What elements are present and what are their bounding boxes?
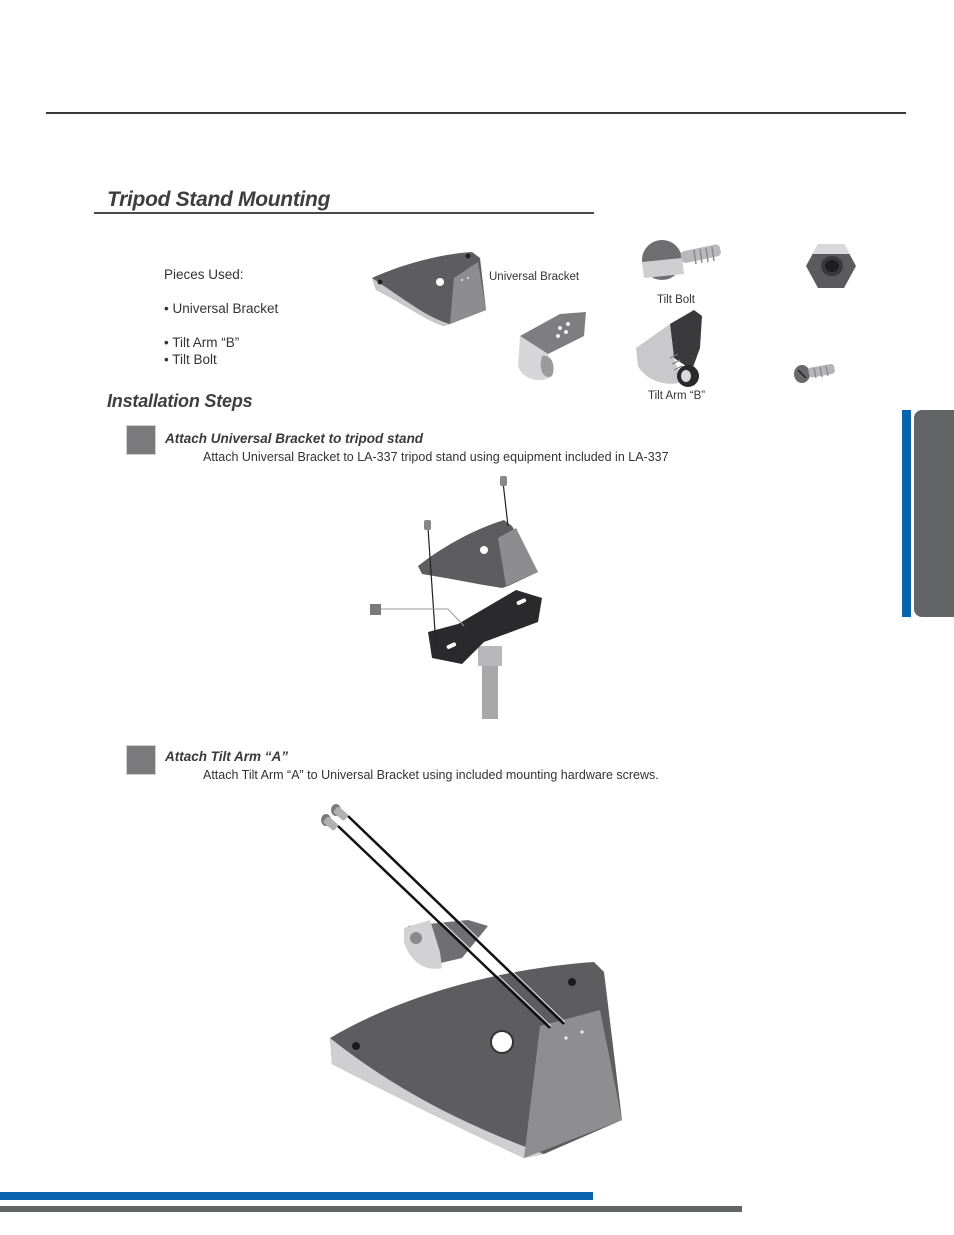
step-1-marker	[126, 425, 156, 455]
pieces-used-heading: Pieces Used:	[164, 267, 244, 282]
step-2-illustration	[318, 802, 630, 1162]
step-2-description: Attach Tilt Arm “A” to Universal Bracket using included mounting hardware screws.	[203, 768, 659, 782]
universal-bracket-label: Universal Bracket	[489, 271, 580, 283]
tilt-arm-b-illustration	[634, 308, 714, 390]
section-title: Tripod Stand Mounting	[107, 188, 331, 211]
header-rule	[46, 112, 906, 114]
tilt-bolt-illustration	[636, 238, 726, 288]
universal-bracket-illustration	[368, 248, 493, 330]
tilt-arm-b-label: Tilt Arm “B”	[648, 390, 706, 402]
footer-accent-bar	[0, 1192, 593, 1200]
footer-bar	[0, 1206, 742, 1212]
installation-steps-heading: Installation Steps	[107, 391, 253, 411]
hex-nut-illustration	[804, 240, 858, 292]
section-title-underline	[94, 212, 594, 214]
side-tab-accent	[902, 410, 911, 617]
tilt-arm-a-illustration	[512, 306, 592, 386]
pieces-used-item: • Tilt Bolt	[164, 352, 217, 367]
pieces-used-item: • Tilt Arm “B”	[164, 335, 240, 350]
pieces-used-list	[164, 266, 278, 368]
tilt-bolt-label: Tilt Bolt	[657, 294, 695, 306]
step-2-marker	[126, 745, 156, 775]
step-2-title: Attach Tilt Arm “A”	[165, 749, 289, 764]
screw-illustration	[792, 360, 836, 386]
step-1-description: Attach Universal Bracket to LA-337 tripod stand using equipment included in LA-337	[203, 450, 669, 464]
step-1-illustration	[366, 474, 556, 719]
pieces-used-item: • Universal Bracket	[164, 301, 279, 316]
side-tab	[914, 410, 954, 617]
step-1-title: Attach Universal Bracket to tripod stand	[165, 431, 424, 446]
